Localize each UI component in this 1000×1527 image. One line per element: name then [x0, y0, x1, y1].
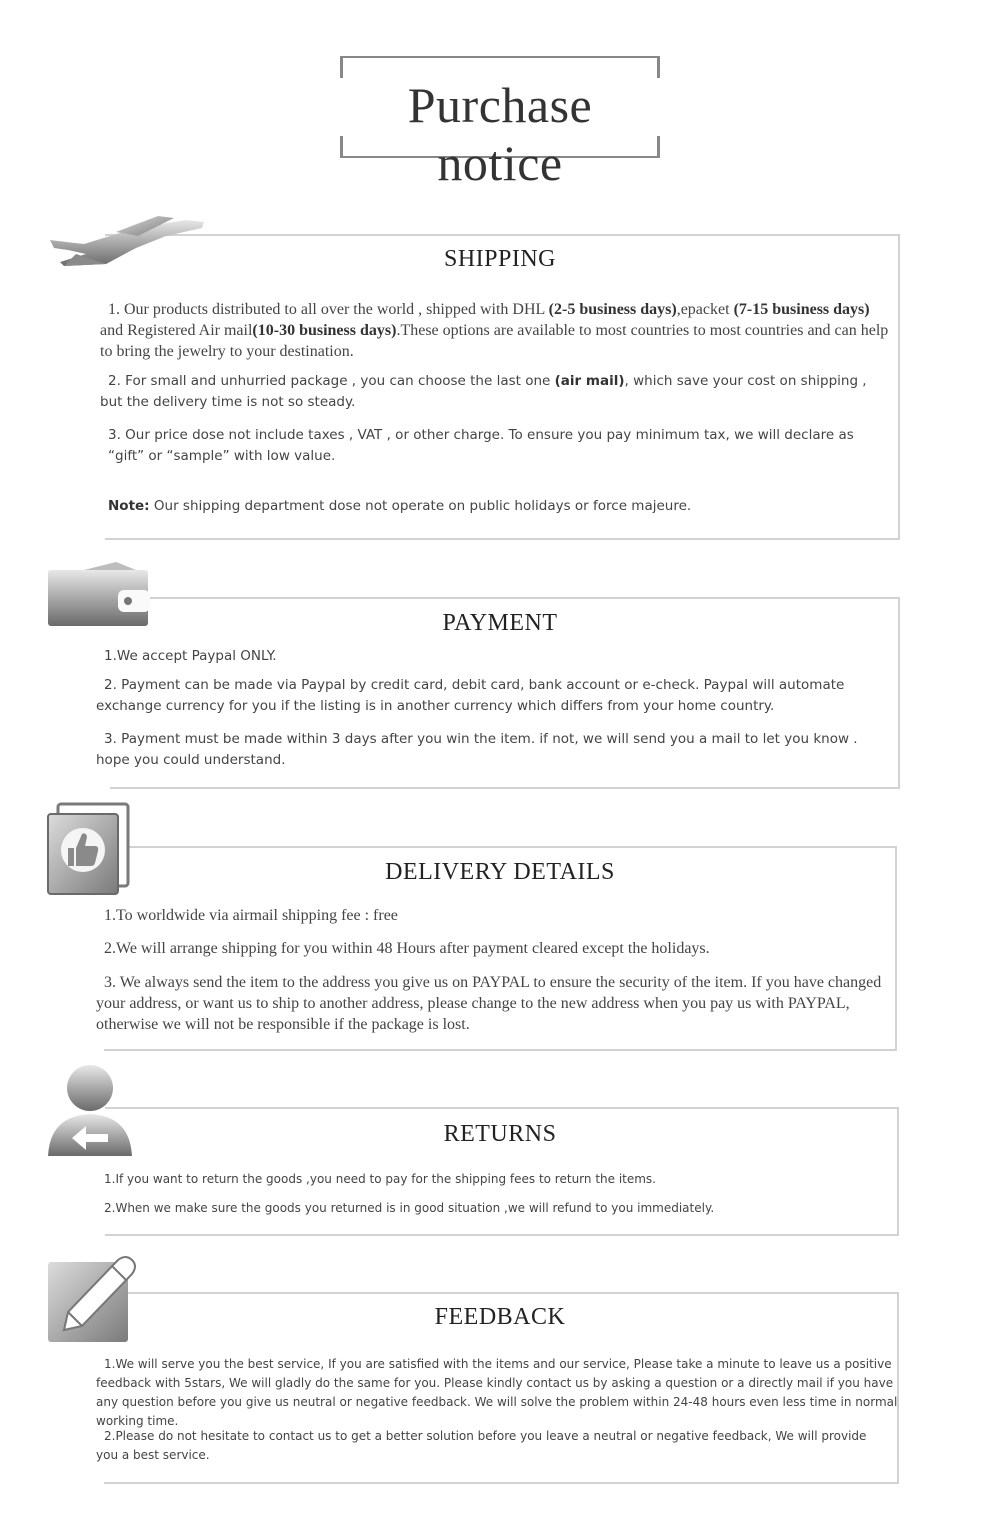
shipping-note: Note: Our shipping department dose not operate on public holidays or force majeure. [108, 498, 692, 514]
shipping-paragraph-2: 2. For small and unhurried package , you can choose the last one (air mail), which save your cost on shipping , but the delivery time is not so steady. [100, 373, 867, 410]
feedback-paragraph-2: 2.Please do not hesitate to contact us to get a better solution before you leave a neutral or negative feedback, We will provide you a best service. [96, 1429, 867, 1462]
title-bracket [340, 56, 343, 78]
returns-heading: RETURNS [443, 1121, 557, 1147]
page-title: Purchase notice [407, 77, 593, 191]
delivery-heading: DELIVERY DETAILS [385, 859, 615, 885]
title-box [340, 56, 660, 191]
feedback-paragraph-1: 1.We will serve you the best service, If you are satisfied with the items and our service, Please take a minute to leave us a positive feedback with 5stars, We will gladly do the same for you. Please kindly contact us by asking a question or a directly mail if you have any question before you give us neutral or negative feedback. We will solve the problem within 24-48 hours even less time in normal working time. [96, 1357, 898, 1428]
shipping-heading: SHIPPING [443, 246, 557, 272]
title-bracket [657, 56, 660, 78]
shipping-paragraph-3: 3. Our price dose not include taxes , VAT , or other charge. To ensure you pay minimum tax, we will declare as “gift” or “sample” with low value. [108, 427, 854, 464]
payment-heading: PAYMENT [442, 610, 558, 636]
payment-paragraph-1: 1.We accept Paypal ONLY. [104, 648, 277, 664]
returns-paragraph-2: 2.When we make sure the goods you returned is in good situation ,we will refund to you immediately. [104, 1201, 715, 1215]
feedback-heading: FEEDBACK [434, 1304, 566, 1330]
payment-paragraph-2: 2. Payment can be made via Paypal by credit card, debit card, bank account or e-check. Paypal will automate exchange currency for you if the listing is in another currency which differs from your home country. [96, 677, 845, 714]
shipping-paragraph-1: 1. Our products distributed to all over the world , shipped with DHL (2-5 business days),epacket (7-15 business days) and Registered Air mail(10-30 business days).These options are available to most countries to most countries and can help to bring the jewelry to your destination. [100, 301, 889, 360]
payment-paragraph-3: 3. Payment must be made within 3 days after you win the item. if not, we will send you a mail to let you know . hope you could understand. [96, 731, 858, 768]
delivery-paragraph-2: 2.We will arrange shipping for you within 48 Hours after payment cleared except the holidays. [104, 940, 710, 957]
returns-paragraph-1: 1.If you want to return the goods ,you need to pay for the shipping fees to return the items. [104, 1172, 656, 1186]
title-top-border [340, 56, 660, 58]
delivery-paragraph-1: 1.To worldwide via airmail shipping fee : free [104, 907, 398, 924]
delivery-paragraph-3: 3. We always send the item to the address you give us on PAYPAL to ensure the security of the item. If you have changed your address, or want us to ship to another address, please change to the new address when you pay us with PAYPAL, otherwise we will not be responsible if the package is lost. [96, 974, 882, 1033]
